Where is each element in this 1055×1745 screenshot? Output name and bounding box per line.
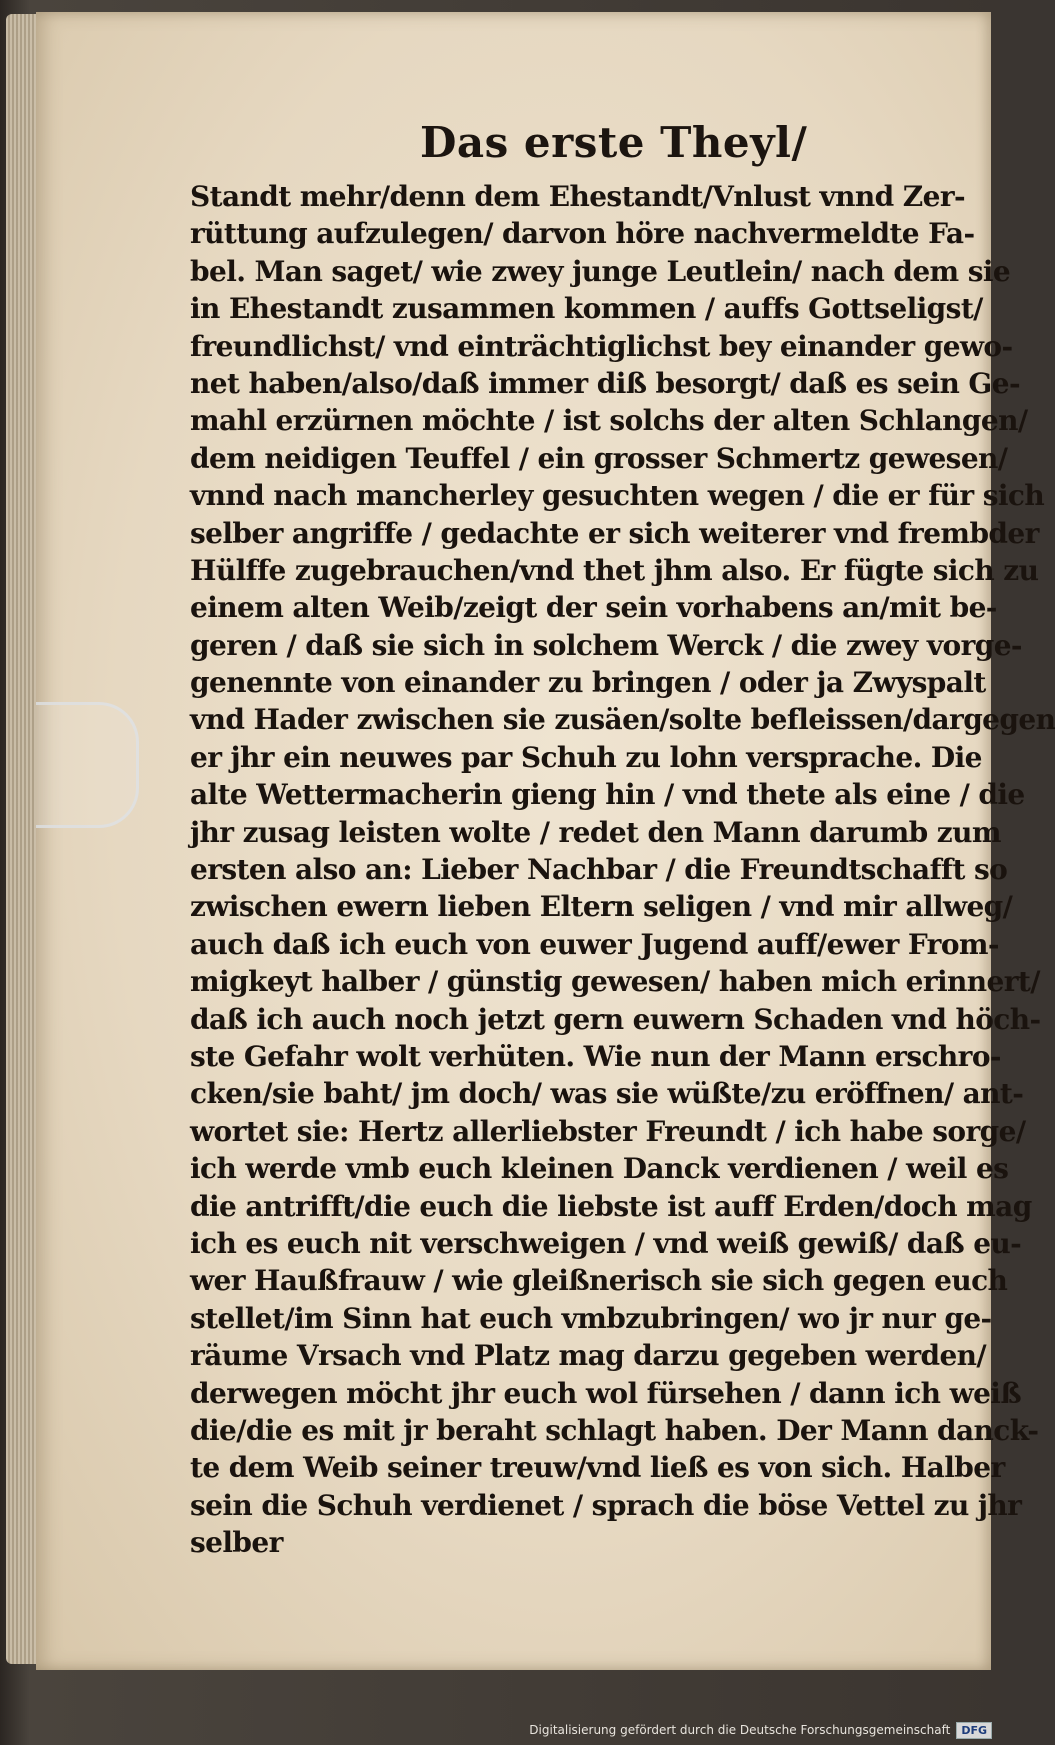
text-line: Standt mehr/denn dem Ehestandt/Vnlust vnnd Zer-: [190, 180, 966, 213]
text-line: einem alten Weib/zeigt der sein vorhabens an/mit be-: [190, 591, 997, 625]
book-page-edges: [6, 14, 40, 1664]
text-line: geren / daß sie sich in solchem Werck / die zwey vorge-: [190, 628, 1022, 662]
text-line: ersten also an: Lieber Nachbar / die Freundtschafft so: [190, 853, 1008, 887]
text-line: te dem Weib seiner treuw/vnd ließ es von sich. Halber: [190, 1451, 1005, 1485]
text-line: zwischen ewern lieben Eltern seligen / vnd mir allweg/: [190, 890, 1013, 924]
text-line: stellet/im Sinn hat euch vmbzubringen/ wo jr nur ge-: [190, 1301, 992, 1335]
text-line: derwegen möcht jhr euch wol fürsehen / dann ich weiß: [190, 1376, 1022, 1410]
text-line: wer Haußfrauw / wie gleißnerisch sie sich gegen euch: [190, 1264, 1008, 1298]
text-line: cken/sie baht/ jm doch/ was sie wüßte/zu eröffnen/ ant-: [190, 1077, 1024, 1111]
text-line: rüttung aufzulegen/ darvon höre nachvermeldte Fa-: [190, 217, 975, 251]
text-line: vnd Hader zwischen sie zusäen/solte befleissen/dargegen: [190, 703, 1055, 737]
text-line: jhr zusag leisten wolte / redet den Mann darumb zum: [190, 815, 1001, 849]
text-line: net haben/also/daß immer diß besorgt/ daß es sein Ge-: [190, 366, 1020, 400]
text-line: in Ehestandt zusammen kommen / auffs Gottseligst/: [190, 292, 983, 326]
text-line: mahl erzürnen möchte / ist solchs der alten Schlangen/: [190, 404, 1028, 438]
footer-credit: Digitalisierung gefördert durch die Deutsche Forschungsgemeinschaft: [529, 1723, 951, 1737]
text-line: Hülffe zugebrauchen/vnd thet jhm also. Er fügte sich zu: [190, 553, 1039, 587]
text-line: vnnd nach mancherley gesuchten wegen / die er für sich: [190, 479, 1045, 513]
text-line: freundlichst/ vnd einträchtiglichst bey einander gewo-: [190, 329, 1013, 363]
text-line: sein die Schuh verdienet / sprach die böse Vettel zu jhr: [190, 1488, 1022, 1522]
body-text: [190, 178, 1055, 1561]
text-line: die/die es mit jr beraht schlagt haben. Der Mann danck-: [190, 1413, 1039, 1447]
text-line: genennte von einander zu bringen / oder ja Zwyspalt: [190, 666, 986, 700]
text-line: migkeyt halber / günstig gewesen/ haben mich erinnert/: [190, 965, 1040, 999]
text-line: auch daß ich euch von euwer Jugend auff/ewer From-: [190, 927, 999, 961]
text-line: ste Gefahr wolt verhüten. Wie nun der Mann erschro-: [190, 1039, 1001, 1073]
text-line: ich werde vmb euch kleinen Danck verdienen / weil es: [190, 1152, 1009, 1186]
text-line: räume Vrsach vnd Platz mag darzu gegeben werden/: [190, 1339, 987, 1373]
text-line: bel. Man saget/ wie zwey junge Leutlein/ nach dem sie: [190, 254, 1011, 288]
dfg-logo: DFG: [956, 1722, 992, 1739]
text-line: alte Wettermacherin gieng hin / vnd thete als eine / die: [190, 778, 1025, 812]
text-line: selber angriffe / gedachte er sich weiterer vnd frembder: [190, 516, 1039, 550]
text-line: ich es euch nit verschweigen / vnd weiß gewiß/ daß eu-: [190, 1226, 1022, 1260]
running-head: Das erste Theyl/: [420, 118, 808, 167]
text-line: er jhr ein neuwes par Schuh zu lohn versprache. Die: [190, 740, 982, 774]
text-line: daß ich auch noch jetzt gern euwern Schaden vnd höch-: [190, 1002, 1041, 1036]
text-line: wortet sie: Hertz allerliebster Freundt / ich habe sorge/: [190, 1114, 1026, 1148]
text-line: dem neidigen Teuffel / ein grosser Schmertz gewesen/: [190, 441, 1008, 475]
footer: [529, 1721, 992, 1739]
text-line: die antrifft/die euch die liebste ist auff Erden/doch mag: [190, 1189, 1032, 1223]
text-line: selber: [190, 1526, 283, 1560]
page-clip: [36, 702, 139, 828]
